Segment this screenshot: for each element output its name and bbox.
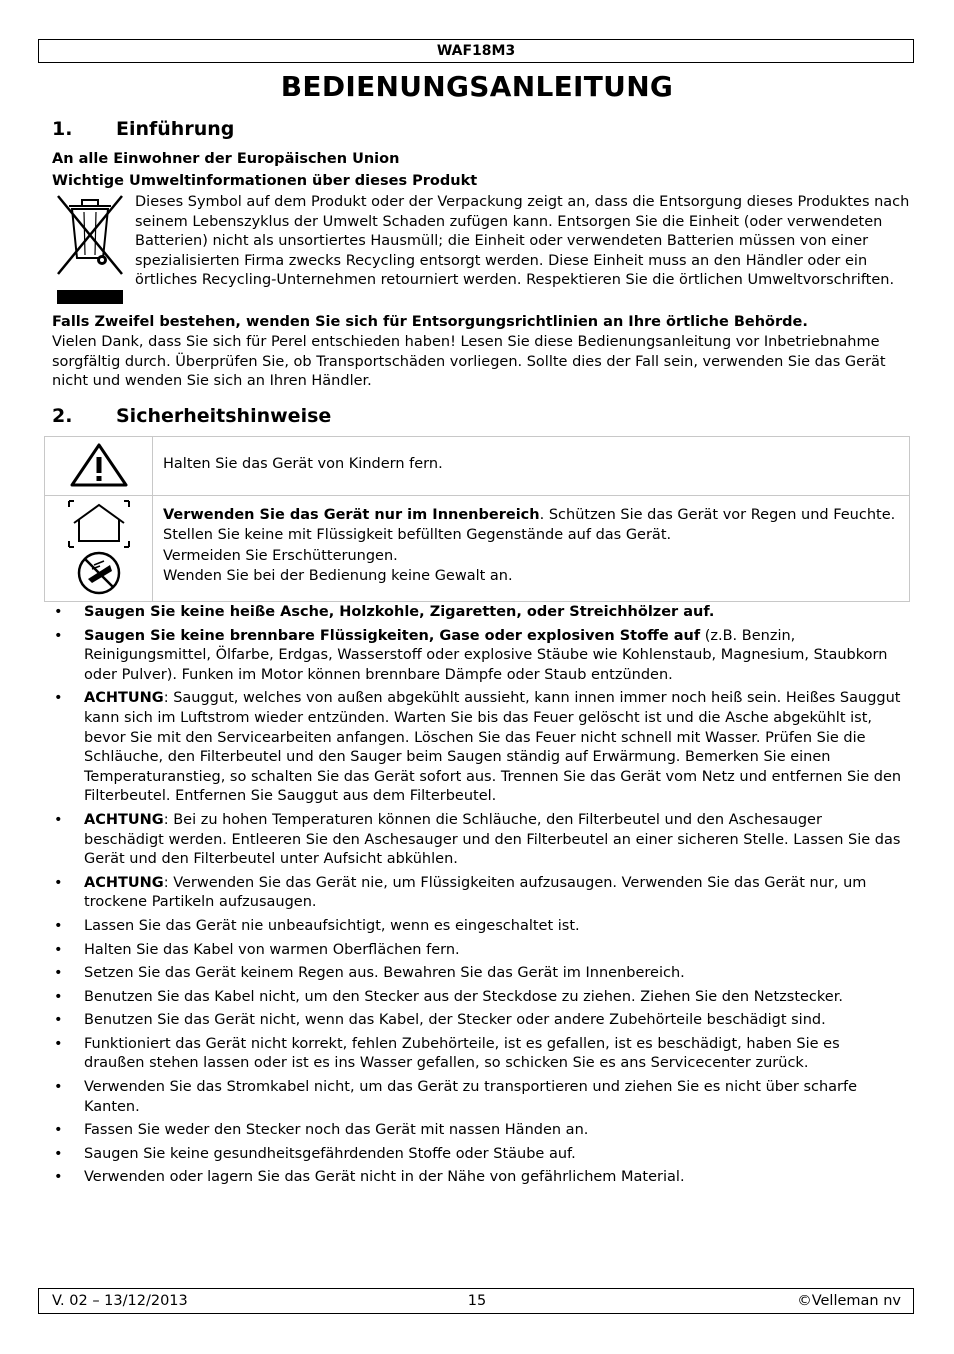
force-note: Wenden Sie bei der Bedienung keine Gewalt an. bbox=[163, 568, 513, 584]
bullet-bold-text: ACHTUNG bbox=[84, 811, 164, 828]
bullet-icon: • bbox=[54, 1169, 63, 1186]
bullet-text: : Verwenden Sie das Gerät nie, um Flüssigkeiten aufzusaugen. Verwenden Sie das Gerät nur, um trockene Partikeln aufzusaugen. bbox=[84, 874, 867, 911]
safety-bullet-item bbox=[52, 627, 904, 686]
bullet-icon: • bbox=[54, 1079, 63, 1096]
bullet-icon: • bbox=[54, 690, 63, 707]
indoor-use-bold: Verwenden Sie das Gerät nur im Innenbereich bbox=[163, 506, 540, 523]
footer-page-number: 15 bbox=[467, 1293, 487, 1309]
safety-bullet-item bbox=[52, 964, 904, 984]
bullet-text: Saugen Sie keine gesundheitsgefährdenden Stoffe oder Stäube auf. bbox=[84, 1145, 576, 1162]
bullet-icon: • bbox=[54, 1145, 63, 1162]
bullet-bold-text: ACHTUNG bbox=[84, 690, 164, 707]
bullet-text: Verwenden Sie das Stromkabel nicht, um das Gerät zu transportieren und ziehen Sie es nicht über scharfe Kanten. bbox=[84, 1079, 858, 1115]
bullet-icon: • bbox=[54, 1035, 63, 1052]
weee-description: Dieses Symbol auf dem Produkt oder der Verpackung zeigt an, dass die Entsorgung dieses Produktes nach seinem Lebenszyklus der Umwelt Schaden zufügen kann. Entsorgen Sie die Einheit (oder verwendeten Batterien) nicht als unsortiertes Hausmüll; die Einheit oder verwendeten Batterien müssen von einer spezialisierten Firma zwecks Recycling entsorgt werden. Diese Einheit muss an den Händler oder ein örtliches Recycling-Unternehmen retourniert werden. Respektieren Sie die örtlichen Umweltvorschriften. bbox=[135, 194, 910, 289]
bullet-text: (z.B. Benzin, Reinigungsmittel, Ölfarbe, Erdgas, Wasserstoff oder explosive Stäube wie Kohlenstaub, Magnesium, Staubkorn oder Pulver). Funken im Motor können brennbare Dämpfe oder Staub entzünden. bbox=[84, 627, 888, 683]
environment-info-heading: Wichtige Umweltinformationen über dieses Produkt bbox=[52, 173, 478, 189]
safety-bullet-item bbox=[52, 988, 904, 1008]
bullet-text: Benutzen Sie das Gerät nicht, wenn das Kabel, der Stecker oder andere Zubehörteile beschädigt sind. bbox=[84, 1012, 826, 1029]
bullet-text: Halten Sie das Kabel von warmen Oberflächen fern. bbox=[84, 941, 460, 958]
section-1-title: Einführung bbox=[116, 118, 235, 140]
safety-bullet-item bbox=[52, 1168, 904, 1188]
header-model: WAF18M3 bbox=[38, 39, 914, 63]
safety-bullet-list bbox=[52, 603, 904, 1192]
section-2-heading bbox=[52, 405, 331, 427]
bullet-icon: • bbox=[54, 988, 63, 1005]
warning-triangle-icon bbox=[69, 442, 129, 488]
safety-icon-cell bbox=[45, 495, 153, 602]
section-2-number: 2. bbox=[52, 405, 73, 427]
safety-row-indoor bbox=[45, 495, 910, 602]
bullet-icon: • bbox=[54, 1012, 63, 1029]
safety-bullet-item bbox=[52, 1078, 904, 1117]
indoor-use-rest: . Schützen Sie das Gerät vor Regen und Feuchte. Stellen Sie keine mit Flüssigkeit befüllten Gegenstände auf das Gerät. bbox=[163, 506, 896, 543]
footer bbox=[38, 1288, 914, 1314]
document-title: BEDIENUNGSANLEITUNG bbox=[280, 70, 674, 103]
bullet-icon: • bbox=[54, 604, 63, 620]
safety-bullet-item bbox=[52, 603, 904, 623]
section-2-title: Sicherheitshinweise bbox=[116, 405, 332, 427]
section-1-heading bbox=[52, 118, 234, 140]
safety-bullet-item bbox=[52, 874, 904, 913]
bullet-text: : Bei zu hohen Temperaturen können die Schläuche, den Filterbeutel und den Aschesauger beschädigt werden. Entleeren Sie den Aschesauger und den Filterbeutel an einer sicheren Stelle. Lassen Sie das Gerät und den Filterbeutel unter Aufsicht abkühlen. bbox=[84, 811, 901, 868]
bullet-text: Benutzen Sie das Kabel nicht, um den Stecker aus der Steckdose zu ziehen. Ziehen Sie den Netzstecker. bbox=[84, 988, 843, 1005]
bullet-text: Funktioniert das Gerät nicht korrekt, fehlen Zubehörteile, ist es gefallen, ist es beschädigt, haben Sie es draußen stehen lassen oder ist es ins Wasser gefallen, so schicken Sie es ans Servicecenter zurück. bbox=[84, 1035, 840, 1072]
footer-copyright: ©Velleman nv bbox=[797, 1293, 901, 1309]
bullet-icon: • bbox=[54, 627, 63, 644]
footer-version: V. 02 – 13/12/2013 bbox=[52, 1293, 188, 1309]
doubt-note: Falls Zweifel bestehen, wenden Sie sich für Entsorgungsrichtlinien an Ihre örtliche Behörde. bbox=[52, 314, 808, 330]
bullet-bold-text: Saugen Sie keine heiße Asche, Holzkohle, Zigaretten, oder Streichhölzer auf. bbox=[84, 604, 715, 620]
bullet-icon: • bbox=[54, 874, 63, 891]
safety-bullet-item bbox=[52, 689, 904, 807]
bullet-icon: • bbox=[54, 965, 63, 982]
bullet-bold-text: ACHTUNG bbox=[84, 874, 164, 891]
bullet-icon: • bbox=[54, 917, 63, 934]
safety-bullet-item bbox=[52, 941, 904, 961]
indoor-use-text bbox=[153, 495, 910, 602]
safety-bullet-item bbox=[52, 917, 904, 937]
safety-icon-table bbox=[44, 436, 910, 602]
safety-bullet-item bbox=[52, 1145, 904, 1165]
bullet-bold-text: Saugen Sie keine brennbare Flüssigkeiten, Gase oder explosiven Stoffe auf bbox=[84, 627, 701, 644]
thanks-paragraph: Vielen Dank, dass Sie sich für Perel entschieden haben! Lesen Sie diese Bedienungsanleitung vor Inbetriebnahme sorgfältig durch. Überprüfen Sie, ob Transportschäden vorliegen. Sollte dies der Fall sein, verwenden Sie das Gerät nicht und wenden Sie sich an Ihren Händler. bbox=[52, 334, 886, 390]
bullet-text: Fassen Sie weder den Stecker noch das Gerät mit nassen Händen an. bbox=[84, 1122, 589, 1139]
bullet-text: Setzen Sie das Gerät keinem Regen aus. Bewahren Sie das Gerät im Innenbereich. bbox=[84, 965, 685, 982]
weee-bin-icon bbox=[52, 192, 128, 306]
section-1-number: 1. bbox=[52, 118, 73, 140]
bullet-text: : Sauggut, welches von außen abgekühlt aussieht, kann innen immer noch heiß sein. Heißes Sauggut kann sich im Luftstrom wieder entzünden. Warten Sie bis das Feuer gelöscht ist und die Asche abgekühlt ist, bevor Sie mit den Servicearbeiten anfangen. Löschen Sie das Feuer nicht schnell mit Wasser. Prüfen Sie die Schläuche, den Filterbeutel und den Sauger beim Saugen ständig auf Erwärmung. Bemerken Sie einen Temperaturanstieg, so schalten Sie das Gerät sofort aus. Trennen Sie das Gerät vom Netz und entfernen Sie den Filterbeutel. Entfernen Sie Sauggut aus dem Filterbeutel. bbox=[84, 690, 902, 805]
safety-bullet-item bbox=[52, 1121, 904, 1141]
no-impact-icon bbox=[79, 553, 119, 593]
safety-bullet-item bbox=[52, 1035, 904, 1074]
safety-bullet-item bbox=[52, 811, 904, 870]
bullet-icon: • bbox=[54, 941, 63, 958]
bullet-text: Verwenden oder lagern Sie das Gerät nicht in der Nähe von gefährlichem Material. bbox=[84, 1169, 685, 1186]
bullet-icon: • bbox=[54, 811, 63, 828]
bullet-text: Lassen Sie das Gerät nie unbeaufsichtigt, wenn es eingeschaltet ist. bbox=[84, 917, 580, 934]
safety-icon-cell bbox=[45, 437, 153, 496]
safety-row-children bbox=[45, 437, 910, 496]
indoor-use-house-icon bbox=[66, 499, 132, 595]
children-warning-text: Halten Sie das Gerät von Kindern fern. bbox=[153, 437, 910, 496]
bullet-icon: • bbox=[54, 1122, 63, 1139]
safety-bullet-item bbox=[52, 1011, 904, 1031]
vibration-note: Vermeiden Sie Erschütterungen. bbox=[163, 547, 398, 564]
eu-residents-heading: An alle Einwohner der Europäischen Union bbox=[52, 151, 400, 167]
